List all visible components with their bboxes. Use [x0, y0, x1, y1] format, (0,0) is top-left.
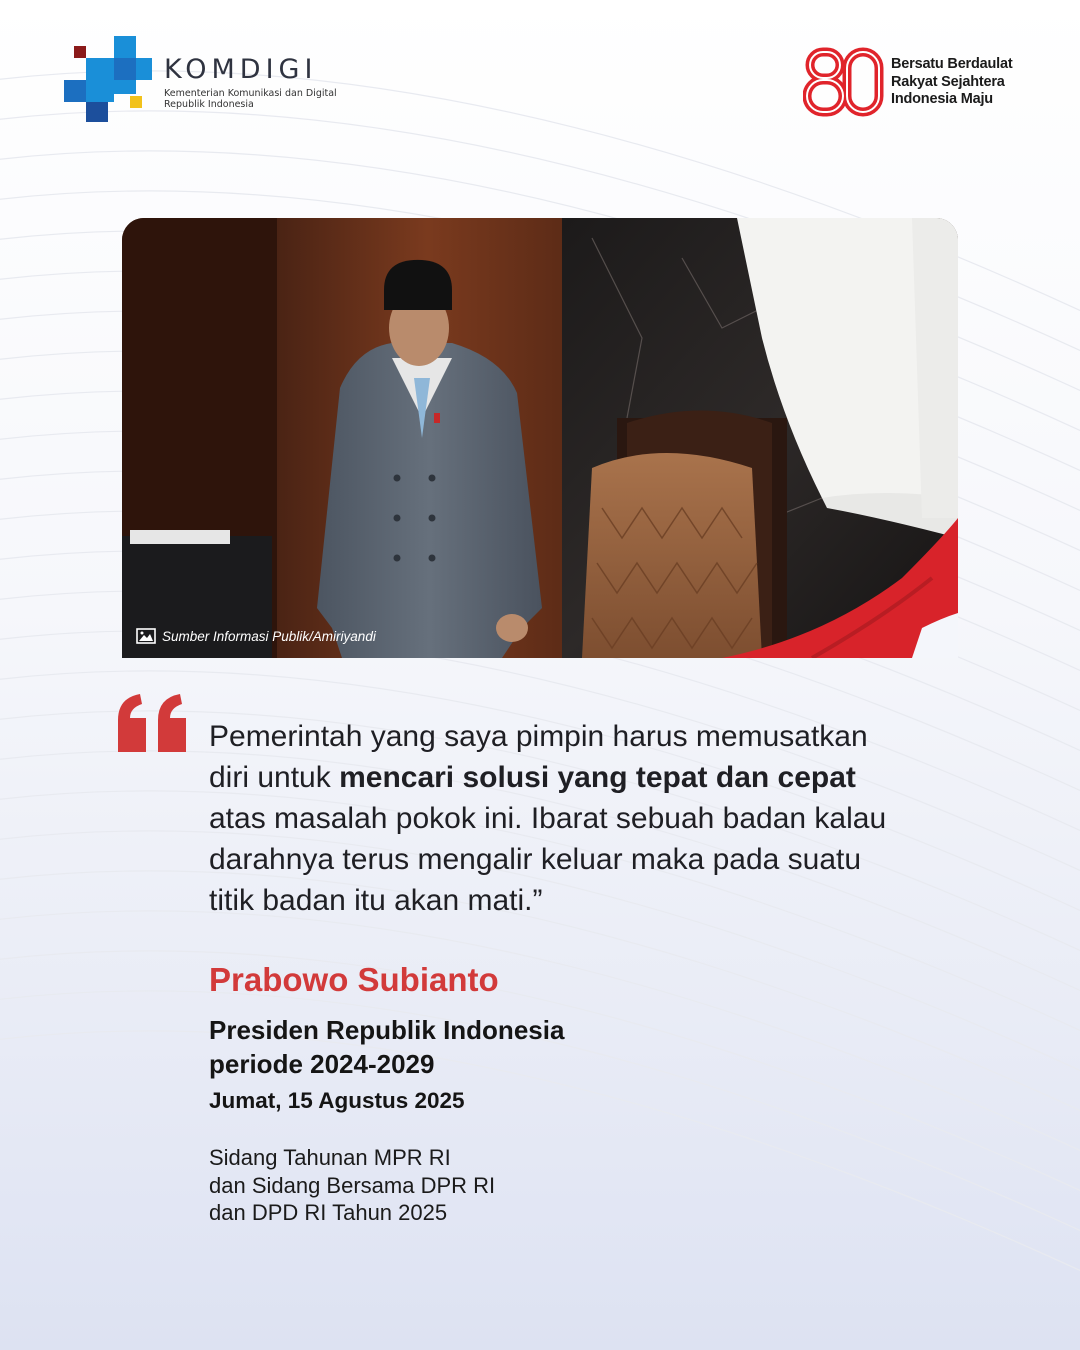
quote-text: [209, 716, 929, 921]
quote-mark-icon: [116, 694, 190, 752]
quote-line: [209, 757, 929, 798]
speaker-name: Prabowo Subianto: [209, 961, 499, 998]
event-line: dan Sidang Bersama DPR RI: [209, 1172, 496, 1198]
quote-line-plain: diri untuk: [209, 761, 340, 794]
brand-subtitle-line: Republik Indonesia: [164, 99, 254, 110]
speaker-photo: [122, 218, 958, 658]
brand-subtitle-line: Kementerian Komunikasi dan Digital: [164, 88, 337, 99]
anniversary-80-mark: [803, 46, 885, 118]
tagline-line: Bersatu Berdaulat: [891, 56, 1013, 72]
event-line: Sidang Tahunan MPR RI: [209, 1145, 451, 1170]
event-description: [209, 1144, 709, 1227]
photo-credit-text: Sumber Informasi Publik/Amiriyandi: [162, 628, 376, 644]
tagline-line: Indonesia Maju: [891, 91, 993, 107]
tagline-line: Rakyat Sejahtera: [891, 73, 1005, 90]
quote-line: Pemerintah yang saya pimpin harus memusatkan: [209, 720, 868, 753]
quote-line: titik badan itu akan mati.”: [209, 884, 543, 917]
photo-credit: [136, 626, 376, 646]
brand-subtitle: [164, 88, 364, 110]
quote-line: darahnya terus mengalir keluar maka pada suatu: [209, 843, 862, 876]
speech-date: Jumat, 15 Agustus 2025: [209, 1088, 465, 1113]
brand-name: KOMDIGI: [164, 54, 318, 85]
quote-line: atas masalah pokok ini. Ibarat sebuah badan kalau: [209, 802, 887, 835]
anniversary-number: 80: [803, 46, 805, 47]
anniversary-tagline: [891, 56, 1031, 109]
speaker-role-line: periode 2024-2029: [209, 1049, 435, 1079]
komdigi-logo: [64, 36, 354, 126]
anniversary-logo: [803, 46, 1033, 120]
quote-line-emphasis: mencari solusi yang tepat dan cepat: [339, 761, 856, 794]
speaker-role: [209, 1013, 709, 1081]
speaker-role-line: Presiden Republik Indonesia: [209, 1015, 565, 1045]
event-line: dan DPD RI Tahun 2025: [209, 1200, 448, 1225]
komdigi-logo-mark: [64, 36, 156, 126]
image-icon: [136, 628, 156, 644]
